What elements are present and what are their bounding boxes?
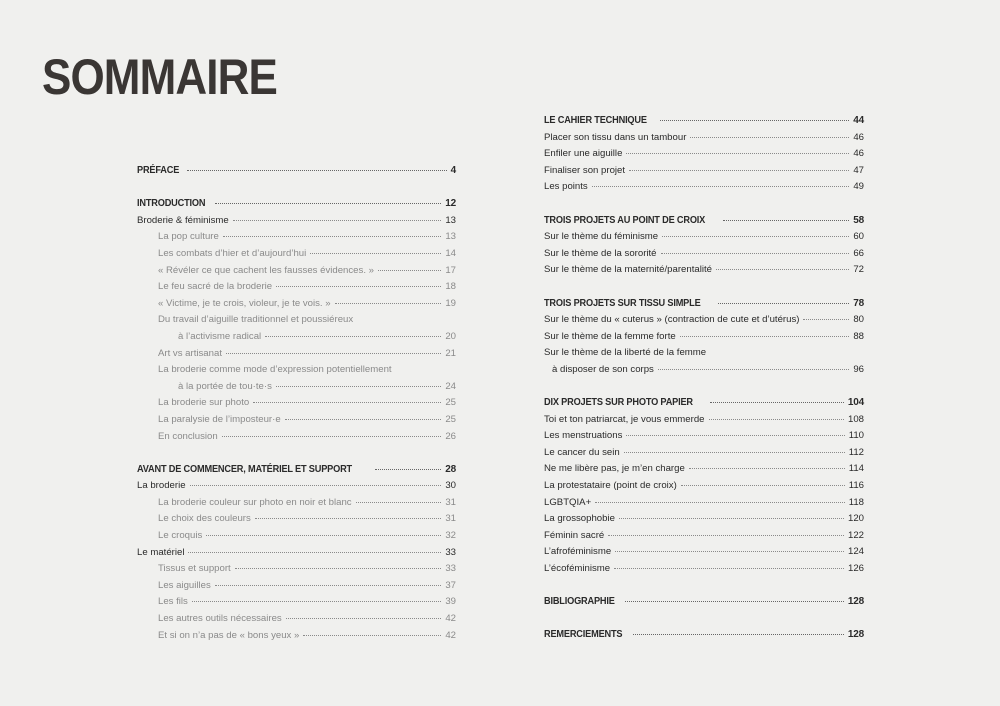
toc-entry-page: 25 [445,413,456,425]
dot-leader [253,402,441,403]
toc-section-entry [137,198,456,215]
toc-entry [544,530,864,547]
toc-entry-label: AVANT DE COMMENCER, MATÉRIEL ET SUPPORT [137,463,353,475]
toc-entry [137,497,456,514]
toc-entry-label: Les combats d’hier et d’aujourd’hui [158,247,307,259]
toc-entry-label: La broderie sur photo [158,397,250,409]
toc-entry [137,248,456,265]
page-title: SOMMAIRE [42,49,277,105]
toc-entry [544,497,864,514]
toc-entry-label: Toi et ton patriarcat, je vous emmerde [544,413,705,425]
toc-entry-label: BIBLIOGRAPHIE [544,596,615,608]
toc-entry-label: L’écoféminisme [544,563,611,575]
toc-entry-page: 116 [848,480,864,492]
toc-entry [544,430,864,447]
dot-leader [286,618,442,619]
toc-entry-label: Les fils [158,596,188,608]
toc-entry [544,231,864,248]
toc-entry-label: « Victime, je te crois, violeur, je te vois. » [158,297,331,309]
toc-entry [137,547,456,564]
dot-leader [629,170,849,171]
toc-entry-page: 39 [445,596,456,608]
toc-entry-label: Sur le thème de la maternité/parentalité [544,264,712,276]
dot-leader [285,419,442,420]
toc-entry [137,265,456,282]
toc-gap [544,613,864,630]
dot-leader [716,269,849,270]
toc-entry [137,630,456,647]
toc-entry-page: 118 [848,496,864,508]
toc-entry-page: 4 [450,165,456,176]
toc-entry [544,248,864,265]
toc-entry-label: à l’activisme radical [178,330,262,342]
toc-column-left [137,165,456,646]
dot-leader [658,369,849,370]
toc-entry-label: Placer son tissu dans un tambour [544,131,687,143]
toc-entry-label: Et si on n’a pas de « bons yeux » [158,629,300,641]
dot-leader [681,485,845,486]
dot-leader [188,552,441,553]
toc-section-entry [544,215,864,232]
toc-entry-page: 14 [445,247,456,259]
toc-entry-label: PRÉFACE [137,165,180,176]
toc-entry-page: 21 [445,347,456,359]
toc-entry-page: 78 [853,297,864,309]
toc-entry-page: 33 [445,563,456,575]
toc-entry-label: INTRODUCTION [137,198,206,210]
toc-entry [137,397,456,414]
toc-entry-label: Ne me libère pas, je m’en charge [544,463,685,475]
toc-entry-page: 17 [445,264,456,276]
toc-entry [137,530,456,547]
toc-entry [137,563,456,580]
toc-entry-page: 26 [445,430,456,442]
dot-leader [265,336,441,337]
toc-entry [137,298,456,315]
toc-entry-label: DIX PROJETS SUR PHOTO PAPIER [544,397,693,409]
toc-entry-page: 126 [847,563,864,575]
toc-entry-label: La broderie couleur sur photo en noir et blanc [158,496,352,508]
toc-gap [137,447,456,464]
dot-leader [619,518,844,519]
dot-leader [626,153,849,154]
toc-entry-label: Le cancer du sein [544,446,620,458]
toc-section-entry [544,397,864,414]
toc-entry [544,132,864,149]
toc-entry-page: 28 [445,463,456,475]
toc-entry-page: 25 [445,397,456,409]
toc-entry-page: 80 [853,314,864,326]
toc-entry-label: Les autres outils nécessaires [158,613,282,625]
toc-entry-page: 58 [853,214,864,226]
toc-entry [544,546,864,563]
toc-gap [544,381,864,398]
toc-entry-label: Le feu sacré de la broderie [158,281,273,293]
toc-entry-label: Les aiguilles [158,579,211,591]
dot-leader [310,253,441,254]
toc-entry-page: 47 [853,164,864,176]
toc-entry-label: Tissus et support [158,563,231,575]
dot-leader [255,518,442,519]
toc-entry [137,348,456,365]
toc-entry-page: 42 [445,629,456,641]
toc-entry-label: En conclusion [158,430,218,442]
toc-entry-page: 49 [853,181,864,193]
toc-entry [544,264,864,281]
toc-entry [137,314,456,331]
toc-entry-label: Les points [544,181,588,193]
toc-entry [544,480,864,497]
toc-gap [544,580,864,597]
dot-leader [710,402,844,403]
toc-section-entry [544,115,864,132]
toc-section-entry [544,596,864,613]
dot-leader [206,535,441,536]
dot-leader [662,236,849,237]
toc-entry [137,596,456,613]
dot-leader [626,435,844,436]
toc-section-entry [544,298,864,315]
toc-entry-page: 120 [847,513,864,525]
toc-entry-page: 31 [445,513,456,525]
toc-entry-page: 122 [847,529,864,541]
dot-leader [661,253,850,254]
toc-entry-label: à la portée de tou·te·s [178,380,272,392]
toc-entry-label: La broderie [137,480,186,492]
toc-entry-label: à disposer de son corps [552,363,654,375]
dot-leader [222,436,442,437]
toc-gap [544,281,864,298]
toc-entry-label: Les menstruations [544,430,623,442]
toc-entry-page: 46 [853,148,864,160]
toc-entry [544,563,864,580]
toc-entry [544,331,864,348]
toc-entry-label: Le matériel [137,546,185,558]
toc-entry-page: 112 [848,446,864,458]
dot-leader [624,452,845,453]
toc-column-right [544,115,864,646]
dot-leader [608,535,844,536]
toc-entry-label: TROIS PROJETS SUR TISSU SIMPLE [544,297,701,309]
dot-leader [660,120,850,121]
toc-entry [137,281,456,298]
dot-leader [709,419,844,420]
toc-section-entry [137,464,456,481]
dot-leader [226,353,441,354]
toc-entry-page: 110 [848,430,864,442]
toc-entry-label: Le choix des couleurs [158,513,251,525]
dot-leader [375,469,442,470]
toc-entry-page: 13 [445,231,456,243]
toc-entry-page: 24 [445,380,456,392]
dot-leader [718,303,849,304]
toc-entry-label: Sur le thème de la sororité [544,247,657,259]
toc-entry-page: 20 [445,330,456,342]
dot-leader [633,634,844,635]
toc-entry-label: La protestataire (point de croix) [544,480,677,492]
dot-leader [215,585,442,586]
toc-entry-label: Sur le thème du féminisme [544,231,659,243]
toc-entry-label: « Révéler ce que cachent les fausses évidences. » [158,264,374,276]
dot-leader [625,601,844,602]
dot-leader [276,386,441,387]
dot-leader [723,220,849,221]
toc-entry-page: 128 [847,596,864,608]
toc-entry-label: Féminin sacré [544,529,605,541]
toc-entry [137,513,456,530]
toc-entry-page: 72 [853,264,864,276]
toc-entry-page: 66 [853,247,864,259]
toc-entry-page: 37 [445,579,456,591]
toc-gap [544,198,864,215]
toc-entry [544,447,864,464]
toc-entry-page: 18 [445,281,456,293]
toc-entry-label: LE CAHIER TECHNIQUE [544,115,647,126]
dot-leader [235,568,442,569]
toc-entry-page: 42 [445,613,456,625]
dot-leader [187,170,447,171]
toc-entry-page: 12 [445,198,456,210]
toc-entry [544,414,864,431]
toc-entry [137,215,456,232]
dot-leader [595,502,845,503]
toc-entry-label: La grossophobie [544,513,615,525]
toc-entry [544,347,864,364]
toc-entry-page: 88 [853,330,864,342]
toc-entry [544,513,864,530]
toc-entry-label: Art vs artisanat [158,347,222,359]
toc-entry-page: 128 [847,629,864,641]
dot-leader [592,186,850,187]
dot-leader [192,601,441,602]
toc-entry-label: La broderie comme mode d’expression potentiellement [158,364,392,376]
toc-entry-page: 60 [853,231,864,243]
toc-entry [137,480,456,497]
toc-entry-page: 46 [853,131,864,143]
dot-leader [615,551,844,552]
toc-entry-page: 19 [445,297,456,309]
toc-entry [137,580,456,597]
toc-entry-page: 32 [445,530,456,542]
toc-entry-page: 108 [847,413,864,425]
dot-leader [803,319,849,320]
toc-entry [137,381,456,398]
dot-leader [223,236,442,237]
dot-leader [356,502,442,503]
toc-entry-label: Du travail d’aiguille traditionnel et poussiéreux [158,314,354,326]
toc-section-entry [137,165,456,182]
toc-entry-page: 96 [853,363,864,375]
toc-entry [544,165,864,182]
toc-gap [137,182,456,199]
toc-entry-page: 13 [445,214,456,226]
toc-entry-page: 124 [847,546,864,558]
toc-entry [544,148,864,165]
toc-entry [544,463,864,480]
dot-leader [614,568,844,569]
toc-entry-label: LGBTQIA+ [544,496,592,508]
toc-entry-page: 31 [445,496,456,508]
toc-entry-label: Broderie & féminisme [137,214,229,226]
dot-leader [689,468,845,469]
toc-entry-label: Enfiler une aiguille [544,148,623,160]
toc-entry-label: La pop culture [158,231,219,243]
toc-entry-label: Sur le thème de la femme forte [544,330,676,342]
dot-leader [690,137,849,138]
toc-entry-page: 114 [848,463,864,475]
toc-section-entry [544,629,864,646]
toc-entry [137,331,456,348]
toc-entry-label: Sur le thème du « cuterus » (contraction de cute et d’utérus) [544,314,800,326]
toc-entry-label: L’afroféminisme [544,546,612,558]
toc-entry-label: TROIS PROJETS AU POINT DE CROIX [544,214,706,226]
toc-entry-page: 104 [847,397,864,409]
toc-entry-label: Le croquis [158,530,203,542]
toc-entry-label: REMERCIEMENTS [544,629,623,641]
toc-entry-page: 33 [445,546,456,558]
dot-leader [215,203,441,204]
dot-leader [335,303,442,304]
dot-leader [276,286,441,287]
toc-entry [544,364,864,381]
toc-entry-label: Sur le thème de la liberté de la femme [544,347,707,359]
toc-entry-page: 44 [853,115,864,126]
dot-leader [303,635,441,636]
toc-entry [137,414,456,431]
toc-entry [137,364,456,381]
dot-leader [233,220,442,221]
toc-entry [137,613,456,630]
toc-entry [544,181,864,198]
dot-leader [190,485,442,486]
toc-entry [137,231,456,248]
toc-entry [137,431,456,448]
toc-entry-label: Finaliser son projet [544,164,626,176]
toc-entry-label: La paralysie de l’imposteur·e [158,413,281,425]
dot-leader [378,270,441,271]
dot-leader [680,336,850,337]
toc-entry [544,314,864,331]
toc-entry-page: 30 [445,480,456,492]
